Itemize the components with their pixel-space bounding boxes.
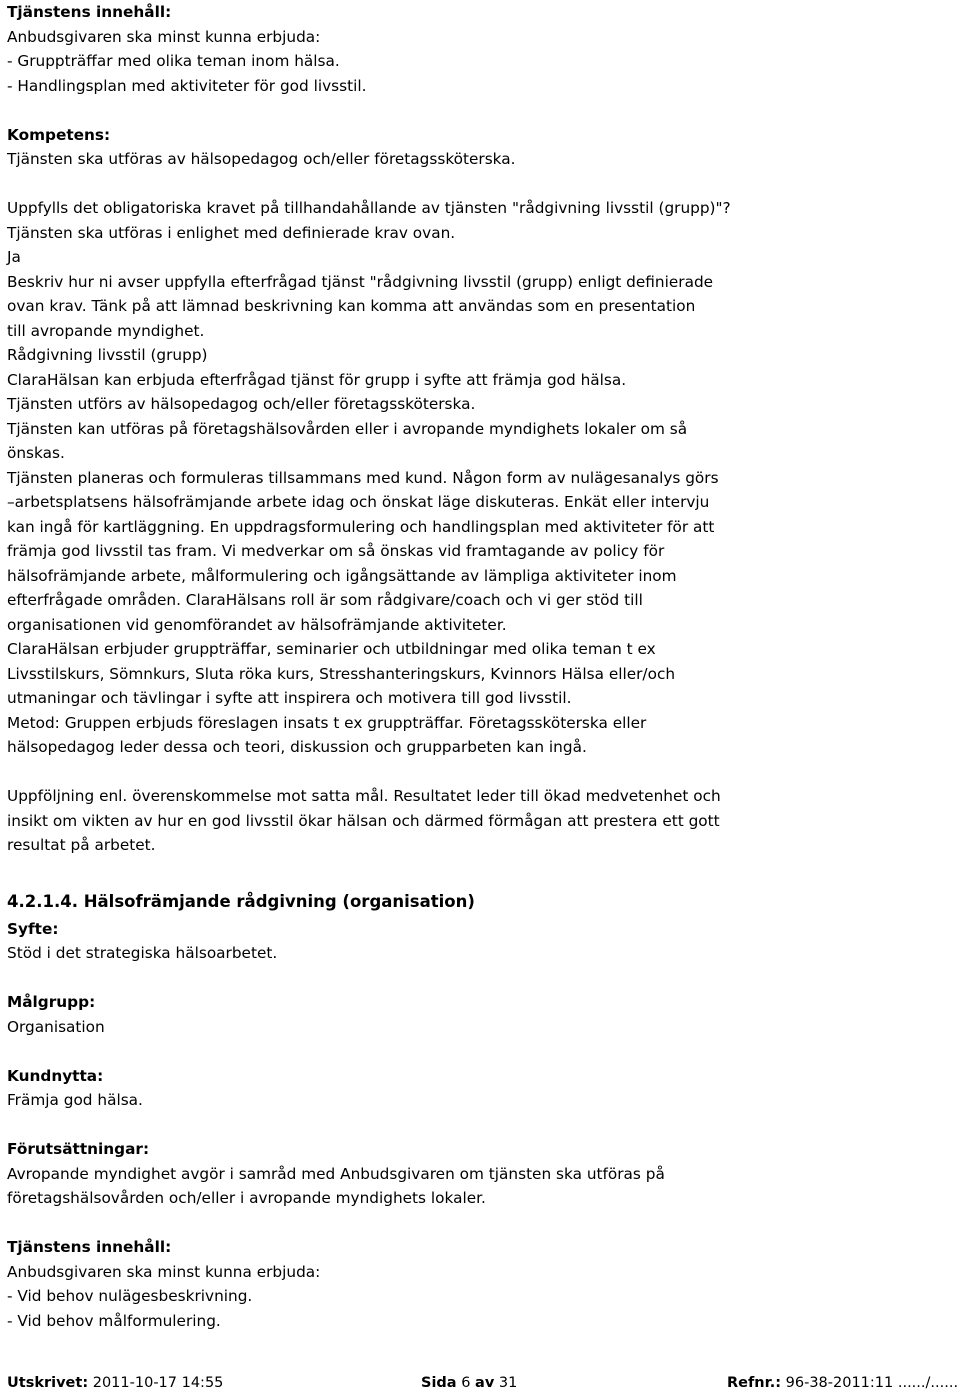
text-line: ClaraHälsan erbjuder gruppträffar, seminarier och utbildningar med olika teman t ex (7, 640, 656, 658)
kundnytta-text: Främja god hälsa. (7, 1091, 143, 1109)
forutsattningar-heading: Förutsättningar: (7, 1140, 150, 1158)
text-line: - Gruppträffar med olika teman inom hälsa. (7, 52, 340, 70)
answer-line: Ja (7, 248, 21, 266)
kundnytta-heading: Kundnytta: (7, 1066, 104, 1085)
ref-label: Refnr.: (727, 1375, 782, 1391)
text-line: ClaraHälsan kan erbjuda efterfrågad tjänst för grupp i syfte att främja god hälsa. (7, 370, 627, 389)
ref-value: 96-38-2011:11 ....../...... (785, 1375, 959, 1391)
text-line: efterfrågade områden. ClaraHälsans roll är som rådgivare/coach och vi ger stöd till (7, 591, 643, 609)
document-page (7, 0, 955, 1333)
text-line: - Vid behov nulägesbeskrivning. (7, 1287, 253, 1305)
malgrupp-text: Organisation (7, 1017, 105, 1036)
text-line: Livsstilskurs, Sömnkurs, Sluta röka kurs, Stresshanteringskurs, Kvinnors Hälsa eller/och (7, 664, 676, 683)
text-line: Rådgivning livsstil (grupp) (7, 346, 208, 364)
text-line: främja god livsstil tas fram. Vi medverkar om så önskas vid framtagande av policy för (7, 542, 665, 560)
page-of: av (475, 1375, 495, 1391)
page-current: 6 (461, 1375, 471, 1391)
text-line: Tjänsten ska utföras i enlighet med definierade krav ovan. (7, 223, 456, 242)
printed-label: Utskrivet: (7, 1375, 89, 1391)
text-line: - Vid behov målformulering. (7, 1311, 221, 1330)
text-line: Beskriv hur ni avser uppfylla efterfrågad tjänst "rådgivning livsstil (grupp) enligt definierade (7, 272, 714, 291)
text-line: Anbudsgivaren ska minst kunna erbjuda: (7, 27, 321, 46)
kompetens-heading: Kompetens: (7, 125, 111, 144)
printed-value: 2011-10-17 14:55 (92, 1375, 224, 1391)
text-line: resultat på arbetet. (7, 836, 156, 854)
text-line: Tjänsten ska utföras av hälsopedagog och/eller företagssköterska. (7, 150, 516, 168)
text-line: Tjänsten utförs av hälsopedagog och/eller företagssköterska. (7, 395, 476, 413)
text-line: Tjänsten kan utföras på företagshälsovården eller i avropande myndighets lokaler om så (7, 419, 688, 438)
text-line: kan ingå för kartläggning. En uppdragsformulering och handlingsplan med aktiviteter för att (7, 517, 715, 536)
text-line: Metod: Gruppen erbjuds föreslagen insats t ex gruppträffar. Företagssköterska eller (7, 713, 647, 732)
section-title: 4.2.1.4. Hälsofrämjande rådgivning (organisation) (7, 891, 475, 911)
page-total: 31 (498, 1375, 518, 1391)
malgrupp-heading: Målgrupp: (7, 993, 96, 1011)
text-line: önskas. (7, 444, 65, 462)
text-line: ovan krav. Tänk på att lämnad beskrivning kan komma att användas som en presentation (7, 297, 696, 315)
text-line: hälsopedagog leder dessa och teori, diskussion och grupparbeten kan ingå. (7, 738, 587, 756)
text-line: organisationen vid genomförandet av hälsofrämjande aktiviteter. (7, 615, 507, 634)
syfte-heading: Syfte: (7, 919, 59, 938)
text-line: företagshälsovården och/eller i avropande myndighets lokaler. (7, 1189, 486, 1207)
question-line: Uppfylls det obligatoriska kravet på tillhandahållande av tjänsten "rådgivning livsstil (grupp)"? (7, 199, 731, 217)
text-line: hälsofrämjande arbete, målformulering och igångsättande av lämpliga aktiviteter inom (7, 566, 677, 585)
text-line: Anbudsgivaren ska minst kunna erbjuda: (7, 1262, 321, 1281)
text-line: utmaningar och tävlingar i syfte att inspirera och motivera till god livsstil. (7, 689, 572, 707)
text-line: –arbetsplatsens hälsofrämjande arbete idag och önskat läge diskuteras. Enkät eller intervju (7, 493, 710, 511)
tjanstens-innehall-heading: Tjänstens innehåll: (7, 1238, 172, 1256)
text-line: insikt om vikten av hur en god livsstil ökar hälsan och därmed förmågan att prestera ett gott (7, 811, 720, 830)
text-line: till avropande myndighet. (7, 321, 205, 340)
syfte-text: Stöd i det strategiska hälsoarbetet. (7, 944, 278, 962)
text-line: Uppföljning enl. överenskommelse mot satta mål. Resultatet leder till ökad medvetenhet och (7, 787, 721, 805)
page-label: Sida (421, 1375, 457, 1391)
tjanstens-innehall-heading: Tjänstens innehåll: (7, 3, 172, 21)
text-line: Avropande myndighet avgör i samråd med Anbudsgivaren om tjänsten ska utföras på (7, 1164, 665, 1183)
text-line: Tjänsten planeras och formuleras tillsammans med kund. Någon form av nulägesanalys görs (7, 468, 719, 487)
text-line: - Handlingsplan med aktiviteter för god livsstil. (7, 76, 367, 95)
